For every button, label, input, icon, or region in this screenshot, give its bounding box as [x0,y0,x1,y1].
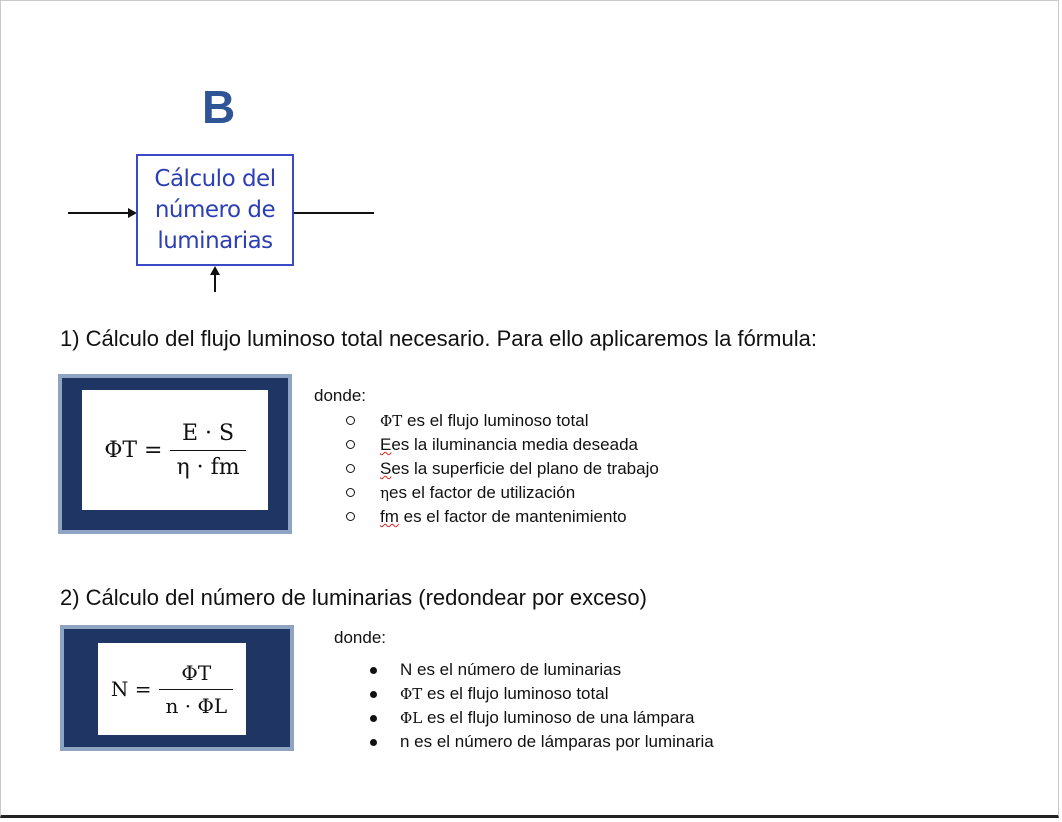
formula1-denominator: η · fm [170,450,245,480]
definition-symbol: ΦL [400,709,423,727]
definition-text: es la superficie del plano de trabajo [391,459,659,478]
input-arrow-line [68,212,128,214]
formula1-lhs: ΦT = [104,437,163,463]
circle-bullet-icon [346,416,355,425]
section-letter: B [202,81,236,133]
diagram-block-label: Cálculo del número de luminarias [154,165,276,254]
step2-definitions [366,658,714,754]
definition-item [346,409,659,433]
definition-symbol: ΦT [400,685,423,703]
definition-symbol: E [380,435,392,454]
disc-bullet-icon [370,715,377,722]
definition-item [346,505,659,529]
formula2-lhs: N = [110,677,152,701]
definition-text: es el factor de utilización [389,483,576,502]
formula1-box [82,390,268,510]
step2-donde: donde: [334,628,386,647]
definition-item [346,433,659,457]
diagram-block [136,154,294,266]
formula1-fraction [170,421,245,480]
definition-item [366,658,714,682]
formula2-box [98,643,246,735]
disc-bullet-icon [370,667,377,674]
step1-donde: donde: [314,386,366,405]
disc-bullet-icon [370,739,377,746]
formula1-numerator: E · S [182,420,235,446]
circle-bullet-icon [346,440,355,449]
definition-symbol: S [380,459,392,478]
formula2-fraction [159,661,233,718]
definition-item [366,706,714,730]
definition-text: es el flujo luminoso total [422,684,609,703]
definition-text: N es el número de luminarias [400,660,622,679]
definition-text: es la iluminancia media deseada [391,435,638,454]
definition-symbol: ΦT [380,412,403,430]
definition-text: es el factor de mantenimiento [398,507,627,526]
definition-item [346,481,659,505]
definition-item [366,730,714,754]
formula2-panel [60,625,294,751]
definition-item [346,457,659,481]
circle-bullet-icon [346,488,355,497]
disc-bullet-icon [370,691,377,698]
output-line [294,212,374,214]
step2-heading: 2) Cálculo del número de luminarias (redondear por exceso) [60,585,647,610]
circle-bullet-icon [346,464,355,473]
circle-bullet-icon [346,512,355,521]
bottom-input-line [214,272,216,292]
definition-text: n es el número de lámparas por luminaria [400,732,714,751]
definition-text: es el flujo luminoso de una lámpara [422,708,695,727]
definition-text: es el flujo luminoso total [402,411,589,430]
formula2-denominator: n · ΦL [159,689,233,718]
formula1-panel [58,374,292,534]
definition-symbol: fm [380,507,399,526]
definition-symbol: η [380,484,389,502]
formula2-numerator: ΦT [181,660,212,685]
bottom-input-arrowhead [210,266,220,275]
step1-heading: 1) Cálculo del flujo luminoso total necesario. Para ello aplicaremos la fórmula: [60,326,817,351]
definition-item [366,682,714,706]
step1-definitions [346,409,659,529]
